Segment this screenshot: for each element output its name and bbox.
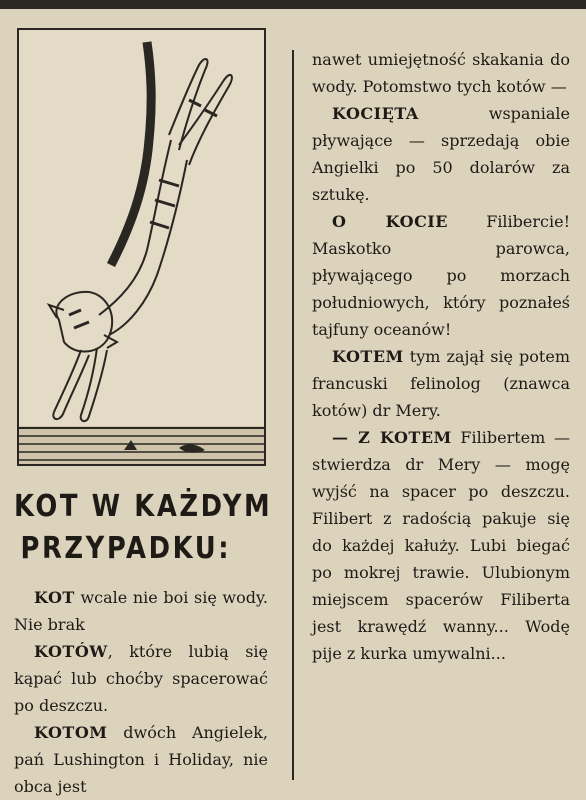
paragraph-text: wspaniale pływające — sprzedają obie Angielki po 50 dolarów za sztukę. <box>312 104 570 204</box>
paragraph-text: tym zajął się potem francuski felinolog (znawca kotów) dr Mery. <box>312 347 570 420</box>
paragraph <box>14 638 268 719</box>
left-column-text <box>14 584 268 800</box>
paragraph-text: wcale nie boi się wody. Nie brak <box>14 588 268 634</box>
keyword: KOT <box>34 588 75 607</box>
keyword: KOTOM <box>34 723 108 742</box>
keyword: O KOCIE <box>332 212 448 231</box>
keyword: KOTEM <box>332 347 404 366</box>
paragraph-text: Filibercie! Maskotko parowca, pływającego po morzach południowych, który poznałeś tajfuny oceanów! <box>312 212 570 339</box>
paragraph <box>312 343 570 424</box>
paragraph-text: , które lubią się kąpać lub choćby spacerować po deszczu. <box>14 642 268 715</box>
right-column-text <box>312 46 570 667</box>
keyword: KOCIĘTA <box>332 104 419 123</box>
headline-line-2: PRZYPADKU: <box>20 531 232 566</box>
paragraph <box>312 46 570 100</box>
paragraph-text: dwóch Angielek, pań Lushington i Holiday, nie obca jest <box>14 723 268 796</box>
keyword: — Z KOTEM <box>332 428 452 447</box>
cat-illustration <box>17 28 266 466</box>
keyword: KOTÓW <box>34 642 108 661</box>
paragraph <box>312 424 570 667</box>
paragraph <box>14 719 268 800</box>
headline <box>14 486 273 570</box>
paragraph-text: nawet umiejętność skakania do wody. Potomstwo tych kotów — <box>312 50 570 96</box>
paragraph <box>312 100 570 208</box>
headline-line-1: KOT W KAŻDYM <box>14 489 273 524</box>
paragraph <box>312 208 570 343</box>
top-border <box>0 0 586 9</box>
column-divider <box>292 50 294 780</box>
paragraph-text: Filibertem — stwierdza dr Mery — mogę wyjść na spacer po deszczu. Filibert z radością pakuje się do każdej kałuży. Lubi biegać po mokrej trawie. Ulubionym miejscem spacerów Filiberta jest krawędź wanny... Wodę pije z kurka umywalni... <box>312 428 570 663</box>
paragraph <box>14 584 268 638</box>
